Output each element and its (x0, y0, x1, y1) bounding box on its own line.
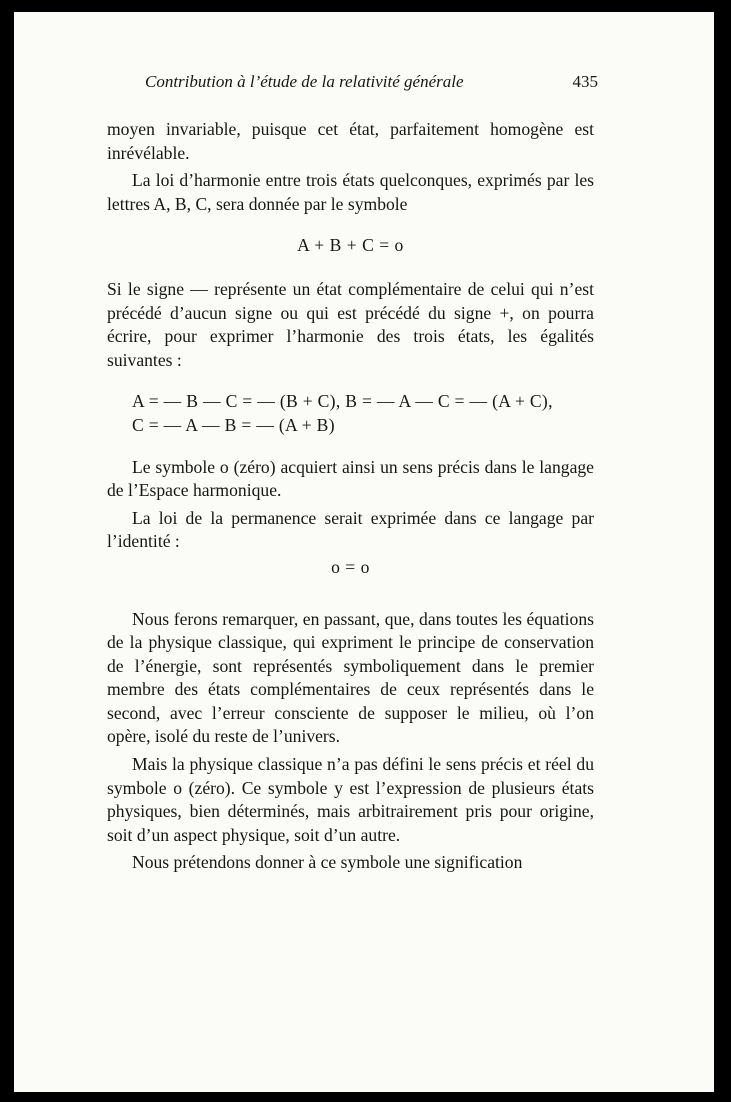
paragraph-2: La loi d’harmonie entre trois états quelconques, exprimés par les lettres A, B, C, sera donnée par le symbole (107, 170, 594, 214)
paragraph-6: Nous ferons remarquer, en passant, que, dans toutes les équations de la physique classique, qui expriment le principe de conservation de l’énergie, sont représentés symboliquement dans le premier membre des états complémentaires de ceux représentés dans le second, avec l’erreur consciente de supposer le milieu, où l’on opère, isolé du reste de l’univers. (107, 608, 594, 747)
paragraph-4: Le symbole o (zéro) acquiert ainsi un sens précis dans le langage de l’Espace harmonique. (107, 456, 594, 501)
paragraph-3: Si le signe — représente un état complémentaire de celui qui n’est précédé d’aucun signe ou qui est précédé du signe +, on pourra écrire, pour exprimer l’harmonie des trois états, les égalités suivantes : (107, 278, 594, 370)
page-content (107, 70, 598, 875)
equation-identity: o = o (331, 556, 370, 577)
paragraph-5: La loi de la permanence serait exprimée dans ce langage par l’identité : (107, 507, 594, 552)
page-number: 435 (572, 72, 598, 91)
paragraph-8: Nous prétendons donner à ce symbole une signification (132, 852, 523, 873)
equation-line-1: A = — B — C = — (B + C), B = — A — C = — (A + C), (132, 391, 553, 412)
book-page (14, 12, 714, 1092)
running-title: Contribution à l’étude de la relativité générale (145, 72, 464, 91)
equation-line-2: C = — A — B = — (A + B) (132, 414, 335, 435)
equation-harmony: A + B + C = o (297, 235, 404, 256)
paragraph-1: moyen invariable, puisque cet état, parfaitement homogène est inrévélable. (107, 119, 594, 163)
paragraph-7: Mais la physique classique n’a pas défini le sens précis et réel du symbole o (zéro). Ce symbole y est l’expression de plusieurs états physiques, bien déterminés, mais arbitrairement pris pour origine, soit d’un aspect physique, soit d’un autre. (107, 754, 594, 845)
equation-block-equalities (132, 390, 594, 437)
running-header (107, 70, 598, 94)
